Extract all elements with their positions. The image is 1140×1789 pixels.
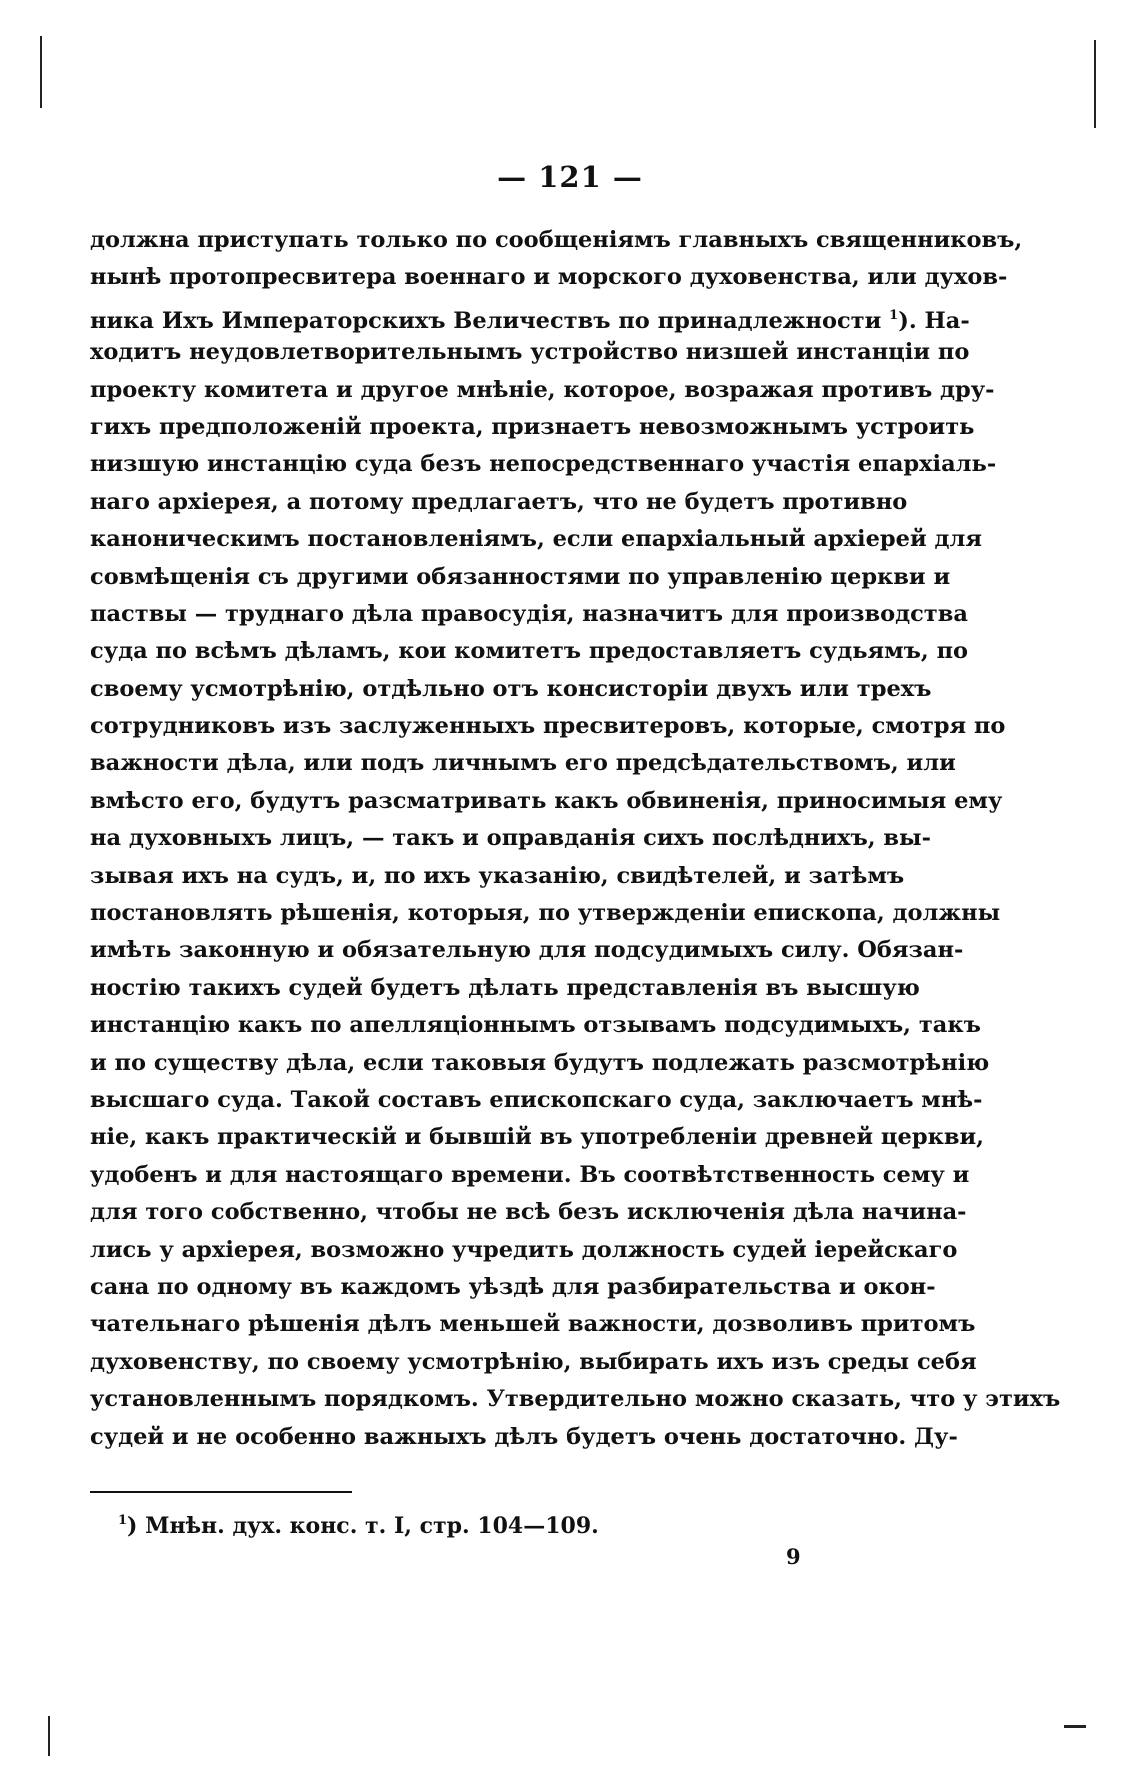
footnote-text: ) Мнѣн. дух. конс. т. I, стр. 104—109. xyxy=(127,1513,599,1539)
page-number: — 121 — xyxy=(497,160,643,194)
text-line: нынѣ протопресвитера военнаго и морского духовенства, или духов- xyxy=(90,264,1008,291)
footnote-reference: 1 xyxy=(889,307,899,323)
text-line: установленнымъ порядкомъ. Утвердительно можно сказать, что у этихъ xyxy=(90,1386,1061,1413)
scan-edge-mark-right-top xyxy=(1094,40,1096,128)
text-line: проекту комитета и другое мнѣніе, которое, возражая противъ дру- xyxy=(90,376,995,403)
text-line: должна приступать только по сообщеніямъ главныхъ священниковъ, xyxy=(90,227,1023,253)
text-line: и по существу дѣла, если таковыя будутъ подлежать разсмотрѣнію xyxy=(90,1049,990,1076)
text-line: важности дѣла, или подъ личнымъ его предсѣдательствомъ, или xyxy=(90,750,956,777)
text-line: паствы — труднаго дѣла правосудія, назначитъ для производства xyxy=(90,600,968,627)
text-line: совмѣщенія съ другими обязанностями по управленію церкви и xyxy=(90,563,951,590)
text-line: сотрудниковъ изъ заслуженныхъ пресвитеровъ, которые, смотря по xyxy=(90,713,1006,740)
scan-edge-mark-right-bottom xyxy=(1064,1725,1086,1728)
text-line: низшую инстанцію суда безъ непосредственнаго участія епархіаль- xyxy=(90,451,997,478)
text-line: ніе, какъ практическій и бывшій въ употребленіи древней церкви, xyxy=(90,1124,984,1151)
text-line: суда по всѣмъ дѣламъ, кои комитетъ предоставляетъ судьямъ, по xyxy=(90,638,969,665)
text-line: гихъ предположеній проекта, признаетъ невозможнымъ устроить xyxy=(90,413,975,440)
text-line: инстанцію какъ по апелляціоннымъ отзывамъ подсудимыхъ, такъ xyxy=(90,1012,981,1039)
text-line: вмѣсто его, будутъ разсматривать какъ обвиненія, приносимыя ему xyxy=(90,787,1003,814)
scan-edge-mark-left-bottom xyxy=(48,1716,50,1756)
text-line: зывая ихъ на судъ, и, по ихъ указанію, свидѣтелей, и затѣмъ xyxy=(90,862,905,889)
footnote-mark: 1 xyxy=(118,1513,128,1528)
text-line: каноническимъ постановленіямъ, если епархіальный архіерей для xyxy=(90,526,982,553)
text-line: судей и не особенно важныхъ дѣлъ будетъ очень достаточно. Ду- xyxy=(90,1423,958,1450)
text-line: сана по одному въ каждомъ уѣздѣ для разбирательства и окон- xyxy=(90,1273,936,1300)
text-line: ностію такихъ судей будетъ дѣлать представленія въ высшую xyxy=(90,974,920,1001)
footnote-separator xyxy=(90,1491,352,1493)
text-line-main: ника Ихъ Императорскихъ Величествъ по принадлежности xyxy=(90,307,882,334)
text-line: ходитъ неудовлетворительнымъ устройство низшей инстанціи по xyxy=(90,339,970,366)
text-line: постановлять рѣшенія, которыя, по утвержденіи епископа, должны xyxy=(90,900,1001,927)
text-line: своему усмотрѣнію, отдѣльно отъ консисторіи двухъ или трехъ xyxy=(90,675,932,702)
text-line: высшаго суда. Такой составъ епископскаго суда, заключаетъ мнѣ- xyxy=(90,1086,983,1113)
body-text xyxy=(90,222,1061,1456)
text-line: имѣть законную и обязательную для подсудимыхъ силу. Обязан- xyxy=(90,937,964,964)
text-line xyxy=(90,297,970,334)
text-line: наго архіерея, а потому предлагаетъ, что не будетъ противно xyxy=(90,488,908,515)
text-line: чательнаго рѣшенія дѣлъ меньшей важности, дозволивъ притомъ xyxy=(90,1311,976,1338)
footnote xyxy=(118,1513,599,1539)
text-line-tail: ). На- xyxy=(898,307,970,334)
text-line: на духовныхъ лицъ, — такъ и оправданія сихъ послѣднихъ, вы- xyxy=(90,825,931,852)
scan-edge-mark-left-top xyxy=(40,36,42,108)
printer-signature-mark: 9 xyxy=(786,1544,801,1569)
text-line: лись у архіерея, возможно учредить должность судей іерейскаго xyxy=(90,1236,958,1263)
text-line: удобенъ и для настоящаго времени. Въ соотвѣтственность сему и xyxy=(90,1161,970,1188)
text-line: для того собственно, чтобы не всѣ безъ исключенія дѣла начина- xyxy=(90,1199,967,1226)
text-line: духовенству, по своему усмотрѣнію, выбирать ихъ изъ среды себя xyxy=(90,1348,977,1375)
